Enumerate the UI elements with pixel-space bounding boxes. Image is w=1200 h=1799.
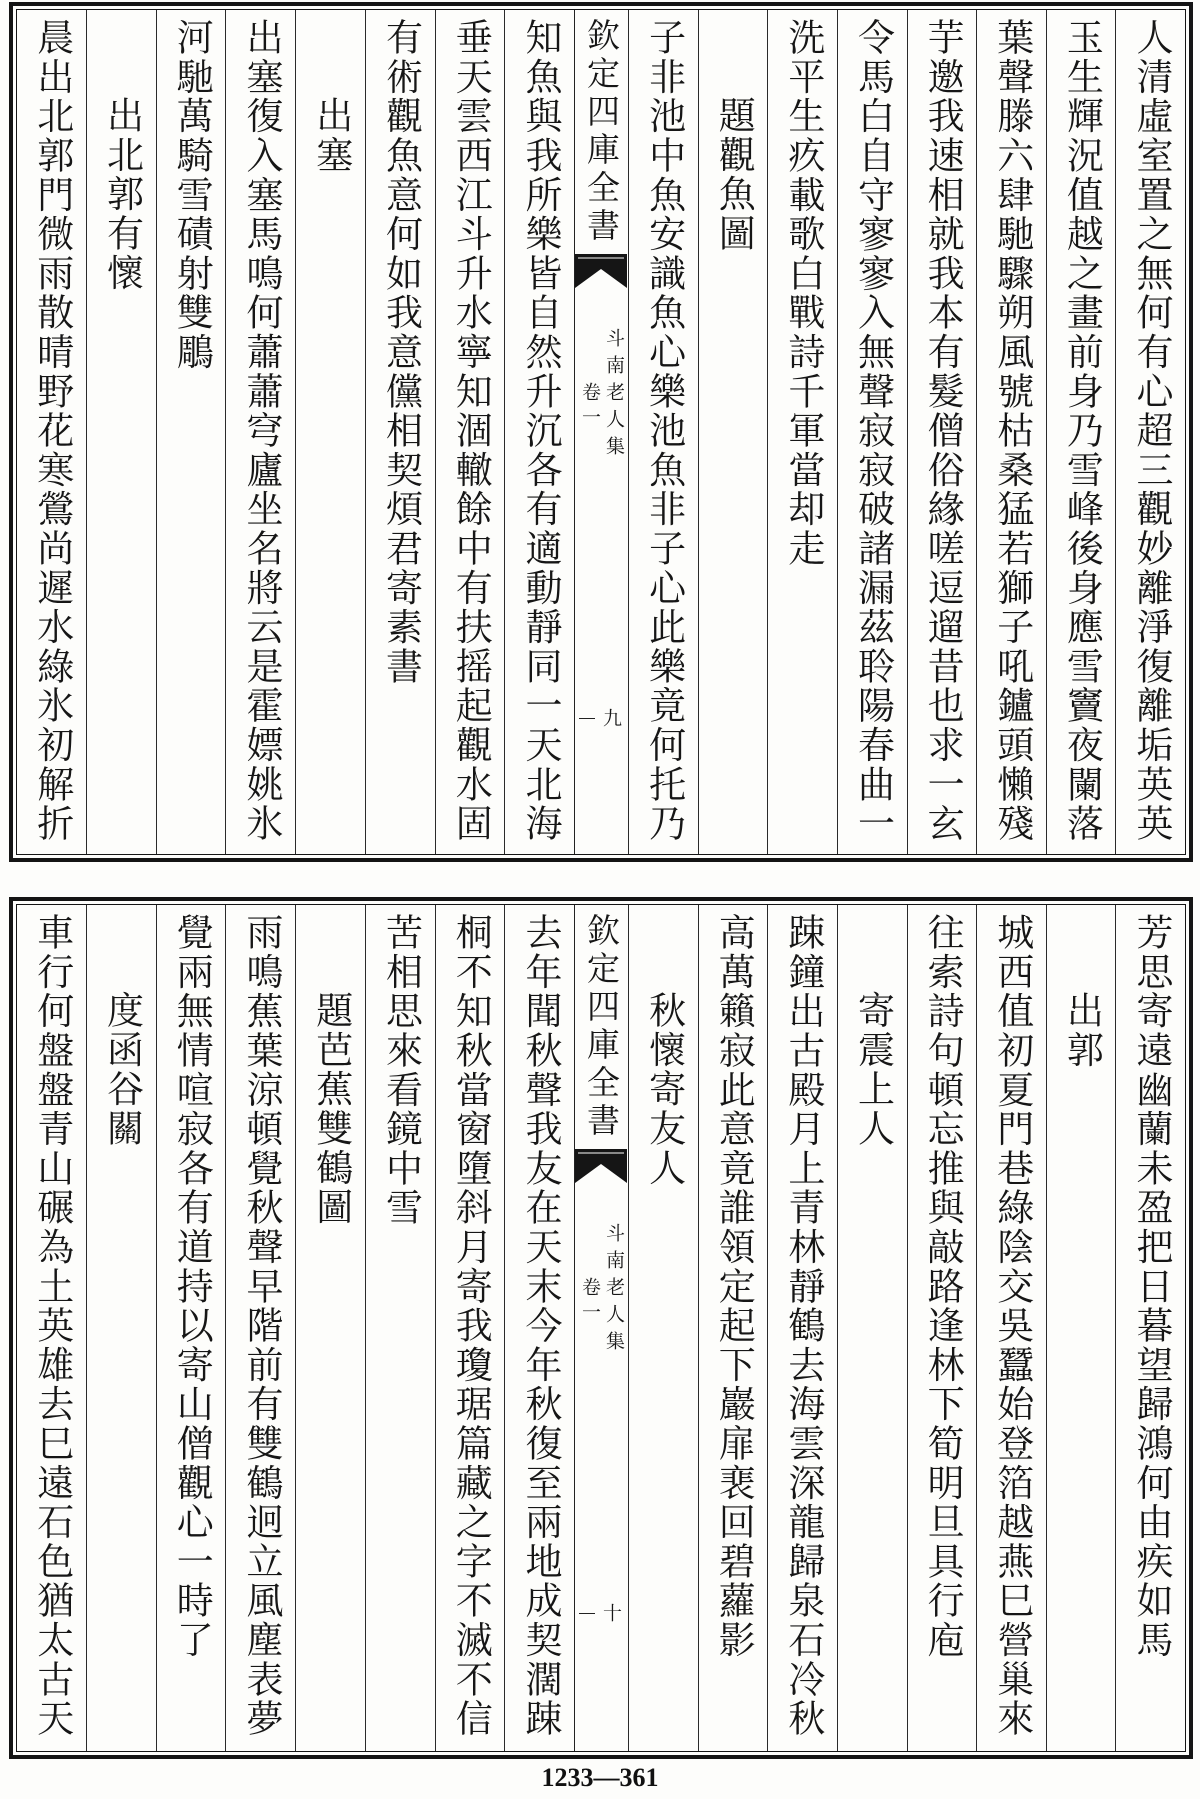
text-column — [1115, 905, 1185, 1751]
text-column — [698, 905, 768, 1751]
left-half-page — [17, 10, 574, 854]
text-column — [1046, 10, 1116, 854]
column-text: 雨鳴蕉葉涼頓覺秋聲早階前有雙鶴迥立風塵表夢 — [239, 913, 283, 1739]
column-text: 子非池中魚安識魚心樂池魚非子心此樂竟何托乃 — [642, 18, 686, 844]
fold-book-title: 斗南老人集 — [603, 328, 625, 463]
page-frame — [16, 904, 1186, 1752]
poem-title: 寄震上人 — [851, 991, 895, 1149]
text-column — [907, 905, 977, 1751]
fold-leaf-number: 十 — [600, 1603, 622, 1622]
text-column — [837, 10, 907, 854]
leaf-rule — [579, 1613, 595, 1614]
column-text: 出塞復入塞馬鳴何蕭蕭穹廬坐名將云是霍嫖姚氷 — [239, 18, 283, 844]
fold-title — [575, 18, 628, 246]
poem-title: 度函谷關 — [100, 991, 144, 1149]
column-text: 踈鐘出古殿月上青林靜鶴去海雲深龍歸泉石冷秋 — [781, 913, 825, 1739]
column-text: 令馬白自守寥寥入無聲寂寂破諸漏茲聆陽春曲一 — [851, 18, 895, 844]
column-text: 河馳萬騎雪磧射雙鵰 — [170, 18, 214, 372]
text-column — [17, 10, 86, 854]
poem-title-column — [295, 905, 365, 1751]
text-column — [225, 10, 295, 854]
text-column — [628, 10, 698, 854]
left-half-page — [17, 905, 574, 1751]
fishtail-icon — [575, 254, 627, 288]
poem-title-column — [1046, 905, 1116, 1751]
column-text: 桐不知秋當窗墮斜月寄我瓊琚篇藏之字不滅不信 — [449, 913, 493, 1739]
column-text: 高萬籟寂此意竟誰領定起下巖扉裵回碧蘿影 — [712, 913, 756, 1660]
lower-page-panel — [9, 897, 1193, 1759]
column-text: 洗平生疚載歌白戰詩千軍當却走 — [781, 18, 825, 569]
fold-title — [575, 913, 628, 1141]
text-column — [156, 10, 226, 854]
fold-leaf-number: 九 — [600, 708, 622, 727]
column-text: 城西值初夏門巷綠陰交吳蠶始登箔越燕巳營巢來 — [990, 913, 1034, 1739]
text-column — [767, 10, 837, 854]
text-column — [504, 905, 574, 1751]
center-fold — [574, 10, 628, 854]
fishtail-icon — [575, 1149, 627, 1183]
text-column — [1115, 10, 1185, 854]
text-column — [365, 905, 435, 1751]
poem-title-column — [698, 10, 768, 854]
text-column — [225, 905, 295, 1751]
leaf-rule — [579, 718, 595, 719]
fold-title-text: 欽定四庫全書 — [582, 18, 621, 246]
poem-title: 題觀魚圖 — [712, 96, 756, 254]
text-column — [504, 10, 574, 854]
poem-title-column — [86, 905, 156, 1751]
column-text: 苦相思來看鏡中雪 — [379, 913, 423, 1228]
text-column — [976, 10, 1046, 854]
center-fold — [574, 905, 628, 1751]
fold-volume: 卷一 — [579, 382, 601, 432]
poem-title: 秋懷寄友人 — [642, 991, 686, 1188]
column-text: 芋邀我速相就我本有髮僧俗緣嗟逗遛昔也求一玄 — [921, 18, 965, 844]
poem-title-column — [295, 10, 365, 854]
text-column — [907, 10, 977, 854]
column-text: 去年聞秋聲我友在天末今年秋復至兩地成契濶踈 — [518, 913, 562, 1739]
text-column — [767, 905, 837, 1751]
fold-book-title: 斗南老人集 — [603, 1223, 625, 1358]
right-half-page — [628, 905, 1185, 1751]
page-frame — [16, 9, 1186, 855]
poem-title-column — [837, 905, 907, 1751]
column-text: 芳思寄遠幽蘭未盈把日暮望歸鴻何由疾如馬 — [1130, 913, 1174, 1660]
column-text: 晨出北郭門微雨散晴野花寒鶯尚遲水綠氷初解折 — [30, 18, 74, 844]
text-column — [365, 10, 435, 854]
text-column — [17, 905, 86, 1751]
text-column — [976, 905, 1046, 1751]
poem-title: 題芭蕉雙鶴圖 — [309, 991, 353, 1227]
text-column — [435, 905, 505, 1751]
text-column — [435, 10, 505, 854]
page-number-footer: 1233—361 — [541, 1763, 659, 1792]
upper-page-panel — [9, 2, 1193, 862]
poem-title-column — [86, 10, 156, 854]
poem-title-column — [628, 905, 698, 1751]
poem-title: 出郭 — [1060, 991, 1104, 1070]
column-text: 往索詩句頓忘推與敲路逢林下筍明旦具行庖 — [921, 913, 965, 1660]
column-text: 玉生輝況值越之畫前身乃雪峰後身應雪竇夜闌落 — [1060, 18, 1104, 844]
column-text: 有術觀魚意何如我意儻相契煩君寄素書 — [379, 18, 423, 687]
column-text: 垂天雲西江斗升水寧知涸轍餘中有扶摇起觀水固 — [449, 18, 493, 844]
poem-title: 出塞 — [309, 96, 353, 175]
column-text: 葉聲滕六肆馳驟朔風號枯桑猛若獅子吼鑪頭懶殘 — [990, 18, 1034, 844]
column-text: 覺兩無情喧寂各有道持以寄山僧觀心一時了 — [170, 913, 214, 1660]
right-half-page — [628, 10, 1185, 854]
column-text: 知魚與我所樂皆自然升沉各有適動靜同一天北海 — [518, 18, 562, 844]
fold-title-text: 欽定四庫全書 — [582, 913, 621, 1141]
column-text: 人清虛室置之無何有心超三觀妙離淨復離垢英英 — [1130, 18, 1174, 844]
poem-title: 出北郭有懷 — [100, 96, 144, 293]
text-column — [156, 905, 226, 1751]
fold-volume: 卷一 — [579, 1277, 601, 1327]
column-text: 車行何盤盤青山碾為土英雄去巳遠石色猶太古天 — [30, 913, 74, 1739]
